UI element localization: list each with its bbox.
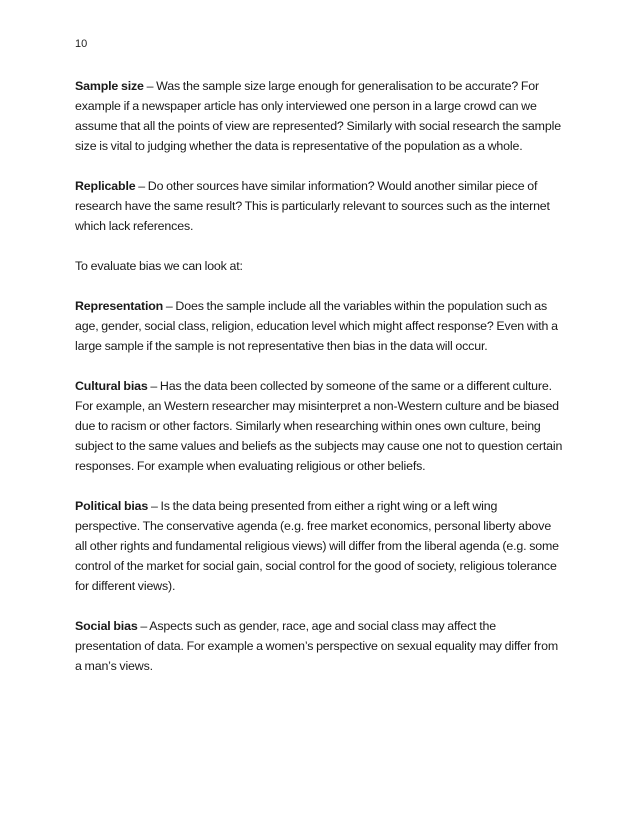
term-political-bias: Political bias (75, 499, 149, 513)
term-replicable: Replicable (75, 179, 136, 193)
description-sample-size: – Was the sample size large enough for generalisation to be accurate? For example if a newspaper article has only interviewed one person in a large crowd can we assume that all the points of view are represented? Similarly with social research the sample size is vital to judging whether the data is representative of the population as a whole. (75, 79, 561, 153)
description-social-bias: – Aspects such as gender, race, age and social class may affect the presentation of data. For example a women’s perspective on sexual equality may differ from a man’s views. (75, 619, 559, 673)
term-cultural-bias: Cultural bias (75, 379, 148, 393)
term-sample-size: Sample size (75, 79, 144, 93)
paragraph-replicable (75, 176, 565, 236)
page-number: 10 (75, 38, 88, 50)
paragraph-cultural-bias (75, 376, 565, 476)
description-cultural-bias: – Has the data been collected by someone of the same or a different culture. For example, an Western researcher may misinterpret a non-Western culture and be biased due to racism or other factors. Similarly when researching within ones own culture, being subject to the same values and beliefs as the subjects may cause one not to question certain responses. For example when evaluating religious or other beliefs. (75, 379, 563, 473)
paragraph-political-bias (75, 496, 565, 596)
evaluate-bias-intro-text: To evaluate bias we can look at: (75, 259, 243, 273)
term-representation: Representation (75, 299, 164, 313)
paragraph-sample-size (75, 76, 565, 156)
description-representation: – Does the sample include all the variables within the population such as age, gender, social class, religion, education level which might affect response? Even with a large sample if the sample is not representative then bias in the data will occur. (75, 299, 558, 353)
description-replicable: – Do other sources have similar information? Would another similar piece of research have the same result? This is particularly relevant to sources such as the internet which lack references. (75, 179, 550, 233)
document-body (75, 76, 565, 696)
paragraph-representation (75, 296, 565, 356)
paragraph-evaluate-bias-intro (75, 256, 565, 276)
term-social-bias: Social bias (75, 619, 138, 633)
description-political-bias: – Is the data being presented from either a right wing or a left wing perspective. The conservative agenda (e.g. free market economics, personal liberty above all other rights and fundamental religious views) will differ from the liberal agenda (e.g. some control of the market for social gain, social control for the good of society, religious tolerance for different views). (75, 499, 559, 593)
paragraph-social-bias (75, 616, 565, 676)
